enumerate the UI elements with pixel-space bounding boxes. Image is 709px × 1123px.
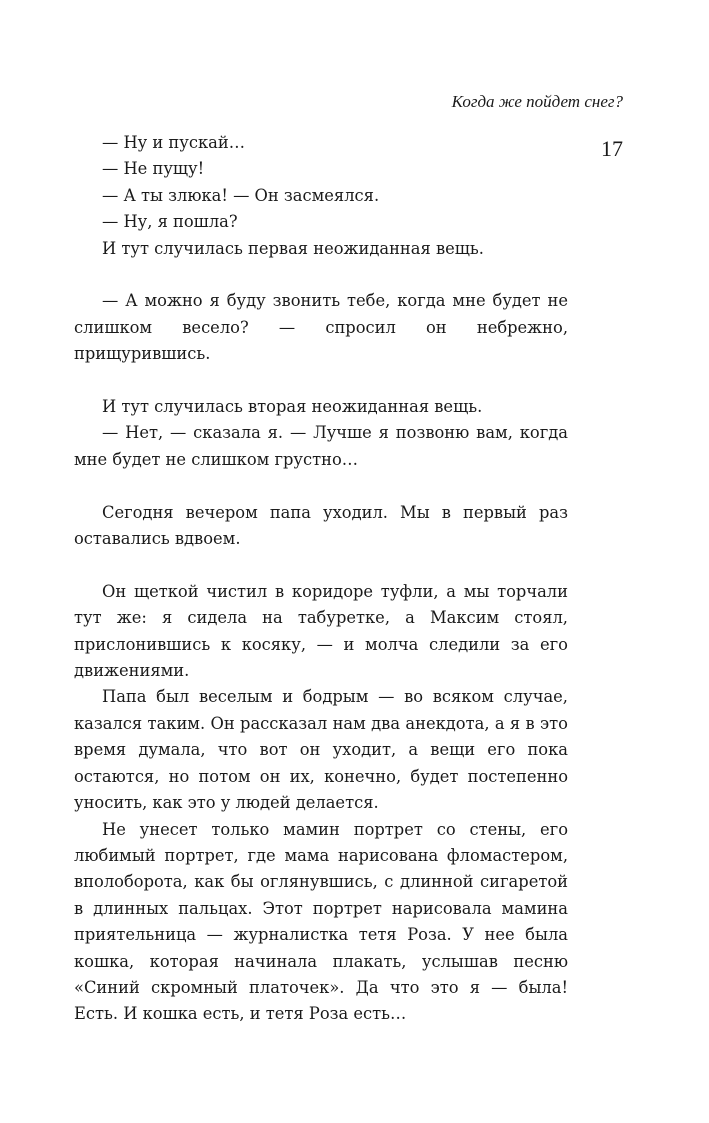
page-number: 17 xyxy=(601,136,623,161)
paragraph-gap xyxy=(74,368,568,394)
paragraph: И тут случилась первая неожиданная вещь. xyxy=(102,238,484,258)
paragraph: Не унесет только мамин портрет со стены, его любимый портрет, где мама нарисована фломастером, вполоборота, как бы оглянувшись, с длинной сигаретой в длинных пальцах. Этот портрет нарисовала мамина приятельница — журналистка тетя Роза. У нее была кошка, которая начинала плакать, услышав песню «Синий скромный платочек». Да что это я — была! Есть. И кошка есть, и тетя Роза есть… xyxy=(74,819,568,1024)
paragraph-gap xyxy=(74,552,568,578)
paragraph: Сегодня вечером папа уходил. Мы в первый раз оставались вдвоем. xyxy=(74,502,568,549)
page-body xyxy=(74,130,568,1028)
dialogue-line: — Ну, я пошла? xyxy=(102,212,238,232)
dialogue-line: — Не пущу! xyxy=(102,159,205,179)
dialogue-line: — А можно я буду звонить тебе, когда мне будет не слишком весело? — спросил он небрежно, прищурившись. xyxy=(74,291,568,364)
paragraph-gap xyxy=(74,473,568,499)
dialogue-line: — Ну и пускай… xyxy=(102,133,246,152)
dialogue-line: — Нет, — сказала я. — Лучше я позвоню вам, когда мне будет не слишком грустно… xyxy=(74,423,568,469)
paragraph: Он щеткой чистил в коридоре туфли, а мы торчали тут же: я сидела на табуретке, а Максим стоял, прислонившись к косяку, — и молча следили за его движениями. xyxy=(74,581,568,681)
paragraph: Папа был веселым и бодрым — во всяком случае, казался таким. Он рассказал нам два анекдота, а я в это время думала, что вот он уходит, а вещи его пока остаются, но потом он их, конечно, будет постепенно уносить, как это у людей делается. xyxy=(74,687,568,813)
dialogue-line: — А ты злюка! — Он засмеялся. xyxy=(102,185,380,205)
paragraph-gap xyxy=(74,262,568,288)
paragraph: И тут случилась вторая неожиданная вещь. xyxy=(102,397,483,417)
running-title: Когда же пойдет снег? xyxy=(451,92,623,111)
